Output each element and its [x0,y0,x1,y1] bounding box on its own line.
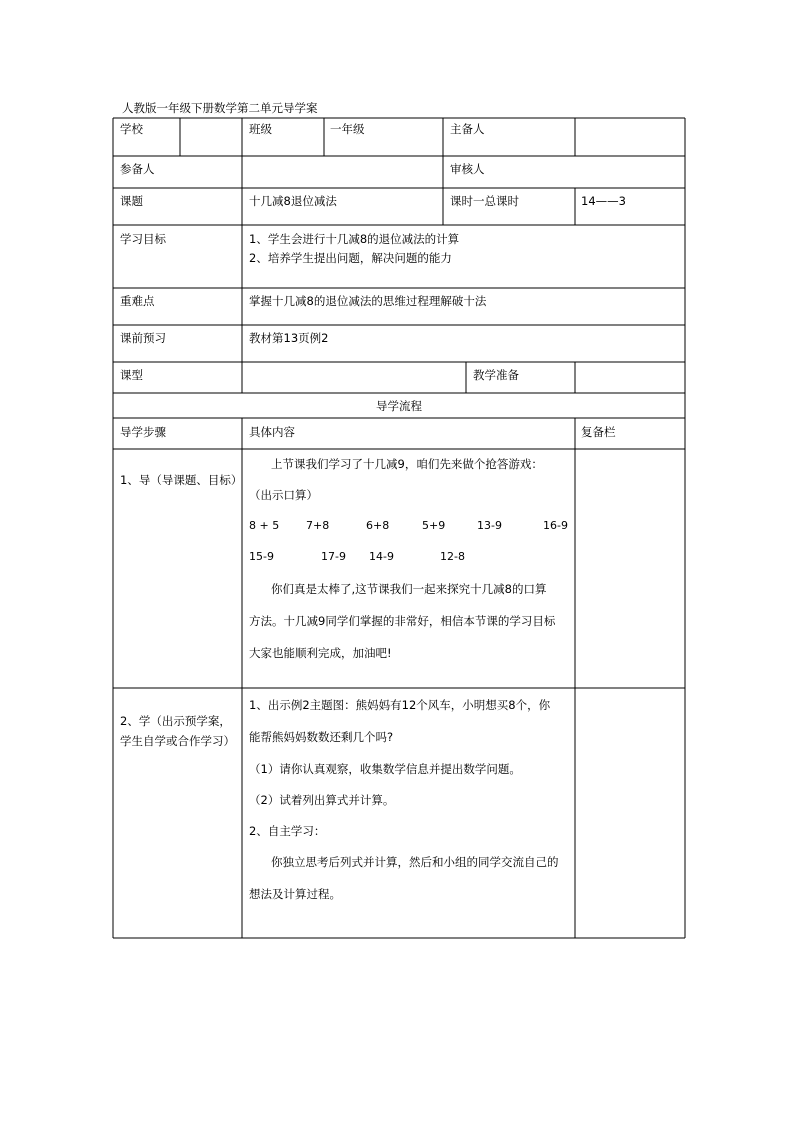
preview-label: 课前预习 [120,331,166,345]
step1-intro: 上节课我们学习了十几减9，咱们先来做个抢答游戏： [271,457,543,471]
reviewer-label: 审核人 [450,162,485,176]
arith-problem: 6+8 [366,519,390,532]
class-label: 班级 [249,122,272,136]
topic-value[interactable]: 十几减8退位减法 [249,194,337,208]
key-points-label: 重难点 [120,294,155,308]
arith-problem: 5+9 [422,519,446,532]
step1-praise-line: 大家也能顺利完成，加油吧! [249,646,392,660]
document-title: 人教版一年级下册数学第二单元导学案 [122,101,318,115]
step2-line: 能帮熊妈妈数数还剩几个吗? [249,730,394,744]
participants-label: 参备人 [120,162,155,176]
arith-problem: 7+8 [306,519,330,532]
col-notes-header: 复备栏 [581,425,616,439]
lesson-type-label: 课型 [120,368,143,382]
prep-label: 教学准备 [473,368,519,382]
step2-line: （2）试着列出算式并计算。 [249,793,395,807]
arith-problem: 13-9 [477,519,502,532]
arith-problem: 16-9 [543,519,568,532]
flow-heading: 导学流程 [376,399,422,413]
step1-praise-line: 你们真是太棒了,这节课我们一起来探究十几减8的口算 [271,582,547,596]
step2-label: 2、学（出示预学案， [120,714,231,728]
step2-line: 2、自主学习： [249,824,326,838]
step2-line: 想法及计算过程。 [249,887,341,901]
col-steps-header: 导学步骤 [120,425,166,439]
topic-label: 课题 [120,194,143,208]
key-points-value: 掌握十几减8的退位减法的思维过程理解破十法 [249,294,487,308]
step2-label: 学生自学或合作学习） [120,734,235,748]
step1-praise-line: 方法。十几减9同学们掌握的非常好，相信本节课的学习目标 [249,614,556,628]
arith-problem: 17-9 [321,550,346,563]
objectives-label: 学习目标 [120,232,166,246]
col-content-header: 具体内容 [249,425,295,439]
step2-line: （1）请你认真观察，收集数学信息并提出数学问题。 [249,762,521,776]
step2-line: 1、出示例2主题图：熊妈妈有12个风车，小明想买8个，你 [249,698,551,712]
objective-item: 2、培养学生提出问题，解决问题的能力 [249,251,452,265]
arith-problem: 15-9 [249,550,274,563]
step2-line: 你独立思考后列式并计算，然后和小组的同学交流自己的 [271,855,559,869]
objective-item: 1、学生会进行十几减8的退位减法的计算 [249,232,460,246]
preview-value: 教材第13页例2 [249,331,329,345]
arith-problem: 12-8 [440,550,465,563]
arith-problem: 8 + 5 [249,519,280,532]
preparer-label: 主备人 [450,122,485,136]
period-value[interactable]: 14——3 [581,194,626,208]
period-label: 课时一总课时 [450,194,519,208]
step1-label: 1、导（导课题、目标） [120,473,243,487]
school-label: 学校 [120,122,143,136]
step1-show: （出示口算） [249,488,318,502]
class-value[interactable]: 一年级 [330,122,365,136]
arith-problem: 14-9 [369,550,394,563]
